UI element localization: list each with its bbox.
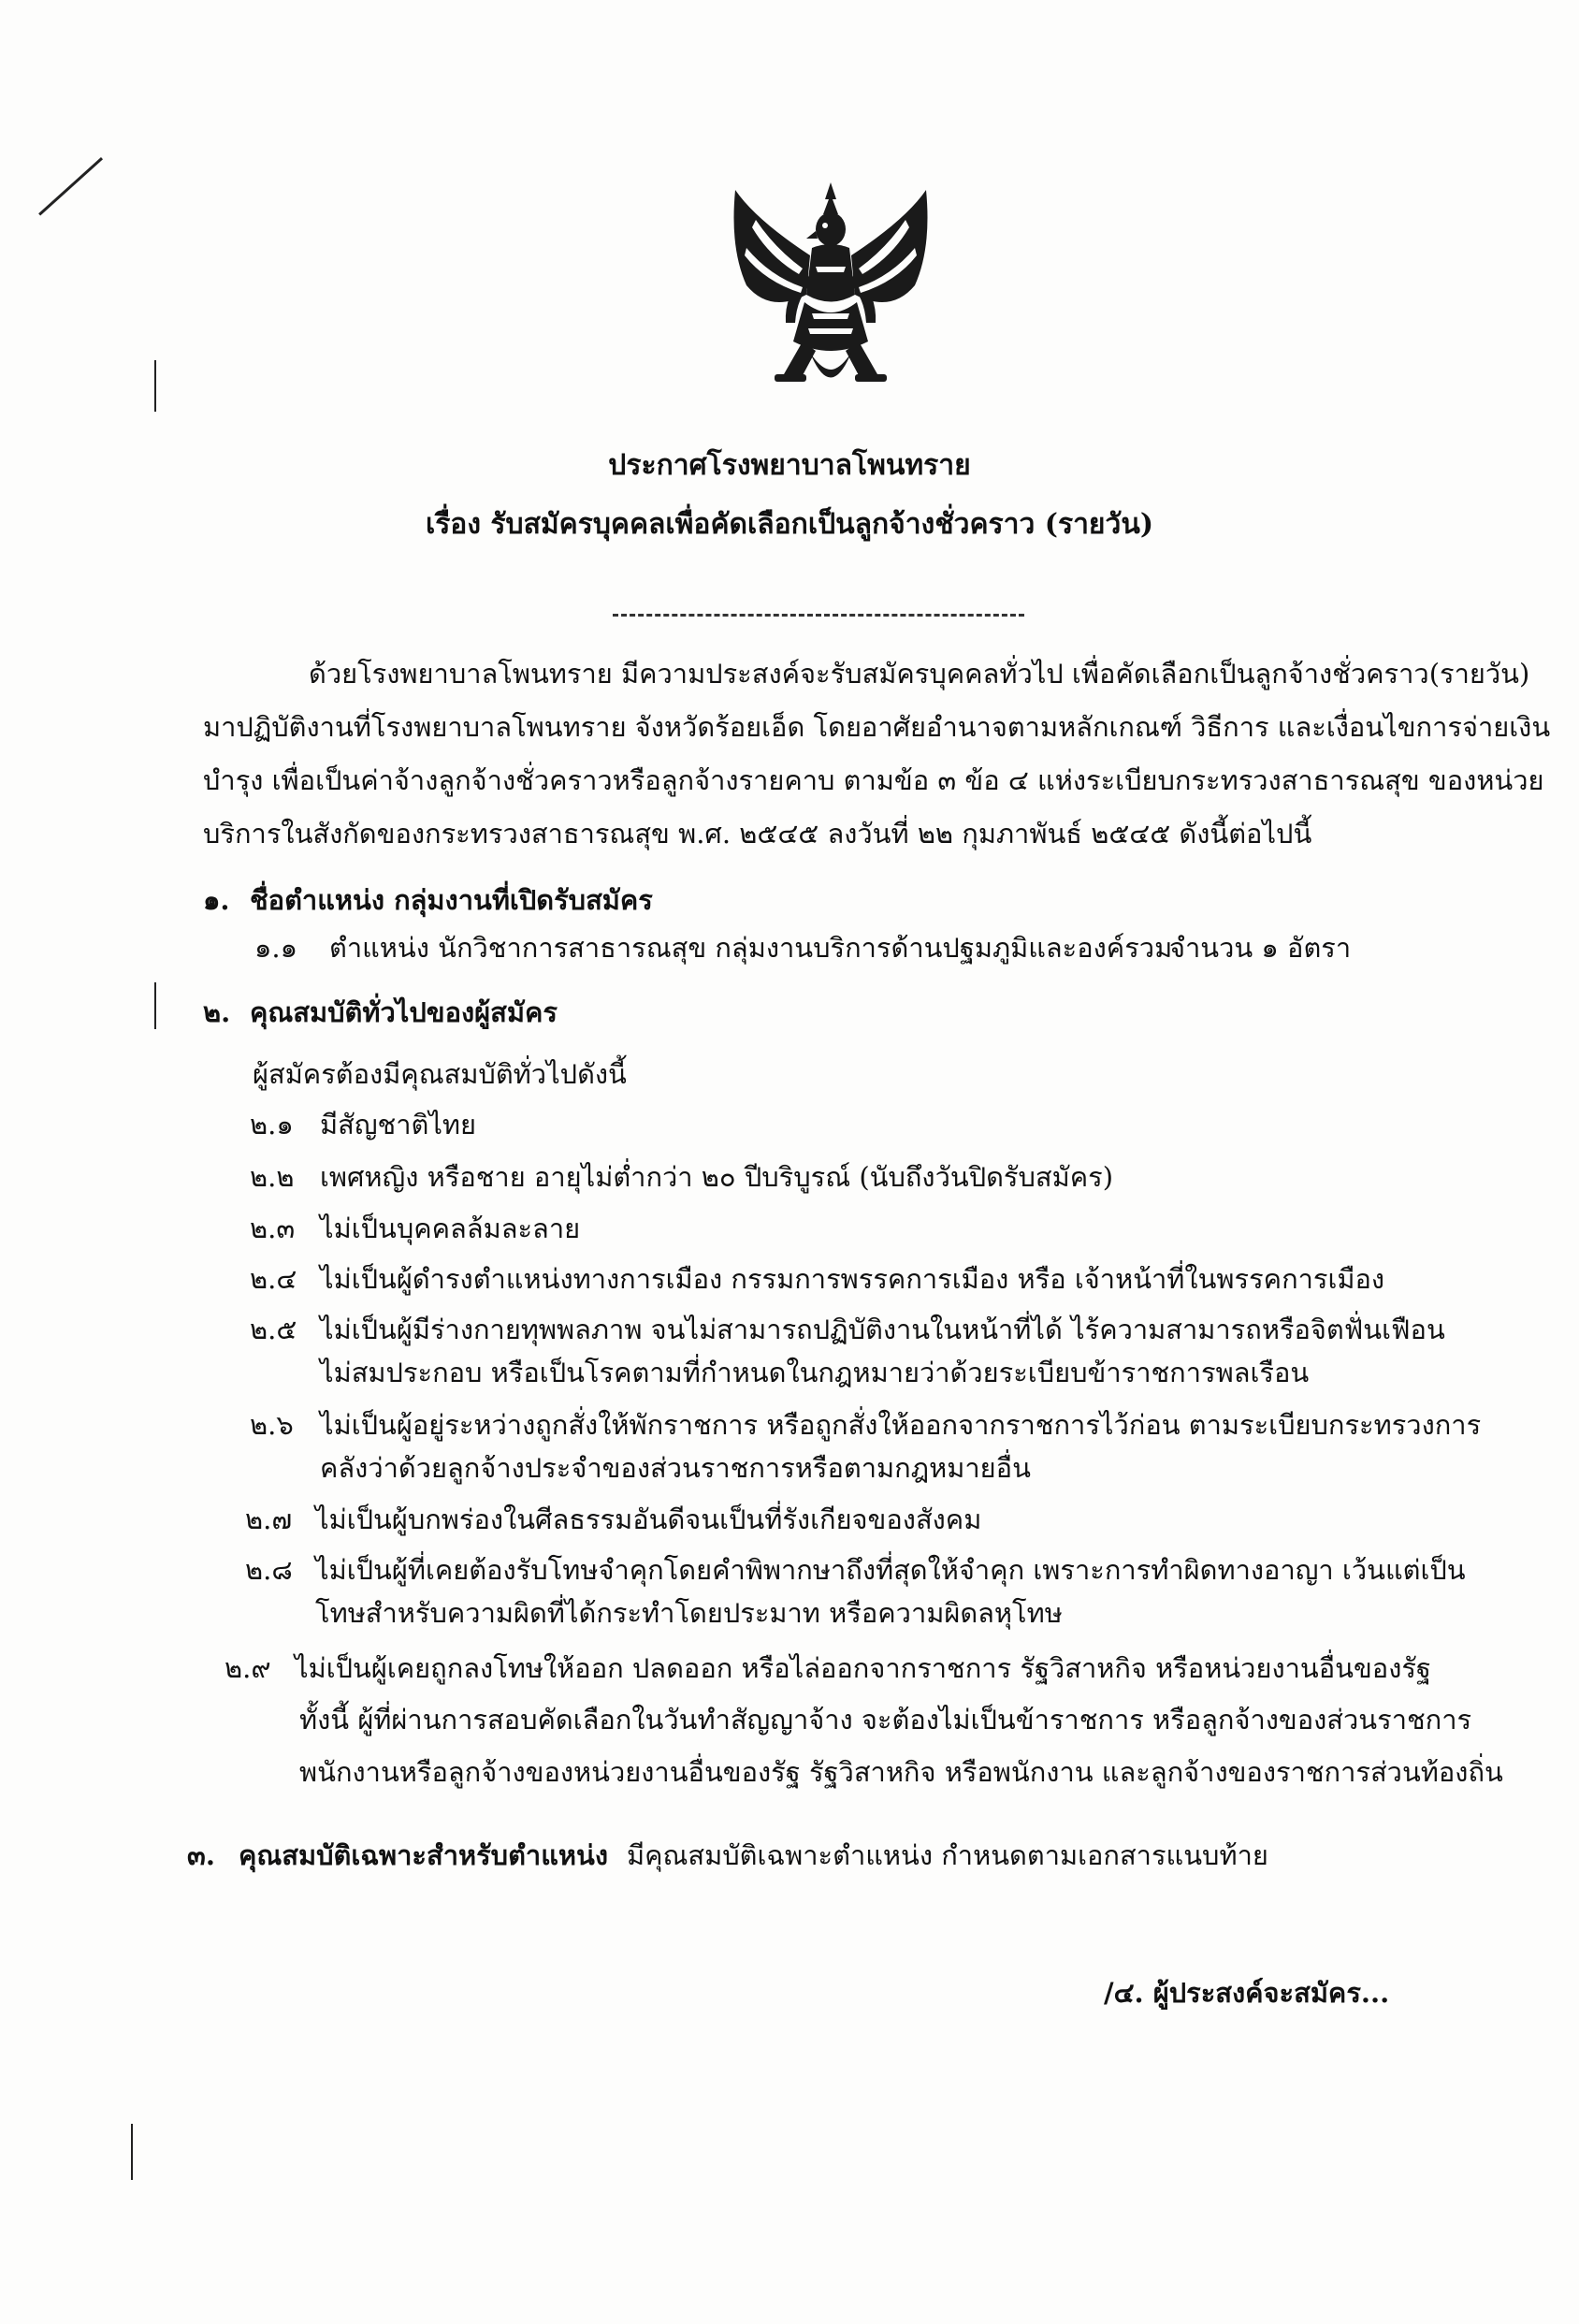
item-2-2-text: เพศหญิง หรือชาย อายุไม่ต่ำกว่า ๒๐ ปีบริบูรณ์ (นับถึงวันปิดรับสมัคร): [320, 1161, 1114, 1193]
item-2-5-text-cont: ไม่สมประกอบ หรือเป็นโรคตามที่กำหนดในกฎหมายว่าด้วยระเบียบข้าราชการพลเรือน: [320, 1357, 1310, 1388]
section-1-item-count: จำนวน ๑ อัตรา: [1169, 932, 1352, 964]
item-2-9-text: ไม่เป็นผู้เคยถูกลงโทษให้ออก ปลดออก หรือไล่ออกจากราชการ รัฐวิสาหกิจ หรือหน่วยงานอื่นของรัฐ: [295, 1652, 1431, 1684]
section-1-number: ๑.: [203, 884, 230, 916]
item-2-4-text: ไม่เป็นผู้ดำรงตำแหน่งทางการเมือง กรรมการพรรคการเมือง หรือ เจ้าหน้าที่ในพรรคการเมือง: [320, 1263, 1385, 1295]
section-2-heading: คุณสมบัติทั่วไปของผู้สมัคร: [250, 996, 558, 1028]
section-3-heading: คุณสมบัติเฉพาะสำหรับตำแหน่ง: [239, 1839, 608, 1871]
section-1-item-number: ๑.๑: [254, 932, 298, 964]
item-2-1-number: ๒.๑: [250, 1109, 294, 1140]
section-3-number: ๓.: [187, 1839, 215, 1871]
item-2-5-text: ไม่เป็นผู้มีร่างกายทุพพลภาพ จนไม่สามารถปฏิบัติงานในหน้าที่ได้ ไร้ความสามารถหรือจิตฟั่นเฟือน: [320, 1314, 1445, 1345]
section-1-heading: ชื่อตำแหน่ง กลุ่มงานที่เปิดรับสมัคร: [250, 884, 653, 916]
item-2-2-number: ๒.๒: [250, 1161, 295, 1193]
item-2-6-number: ๒.๖: [250, 1409, 294, 1441]
section-2-note-line-2: พนักงานหรือลูกจ้างของหน่วยงานอื่นของรัฐ รัฐวิสาหกิจ หรือพนักงาน และลูกจ้างของราชการส่วนท้องถิ่น: [299, 1756, 1503, 1788]
section-3-text: มีคุณสมบัติเฉพาะตำแหน่ง กำหนดตามเอกสารแนบท้าย: [627, 1839, 1268, 1871]
item-2-7-number: ๒.๗: [245, 1503, 293, 1535]
item-2-5-number: ๒.๕: [250, 1314, 297, 1345]
item-2-6-text-cont: คลังว่าด้วยลูกจ้างประจำของส่วนราชการหรือตามกฎหมายอื่น: [320, 1452, 1031, 1484]
item-2-8-text: ไม่เป็นผู้ที่เคยต้องรับโทษจำคุกโดยคำพิพากษาถึงที่สุดให้จำคุก เพราะการทำผิดทางอาญา เว้นแต่เป็น: [315, 1554, 1466, 1586]
garuda-emblem-icon: [718, 182, 943, 402]
intro-line-4: บริการในสังกัดของกระทรวงสาธารณสุข พ.ศ. ๒๕๔๕ ลงวันที่ ๒๒ กุมภาพันธ์ ๒๕๔๕ ดังนี้ต่อไปนี้: [203, 818, 1312, 850]
section-1-item-text: ตำแหน่ง นักวิชาการสาธารณสุข กลุ่มงานบริการด้านปฐมภูมิและองค์รวม: [329, 932, 1173, 964]
item-2-8-number: ๒.๘: [245, 1554, 293, 1586]
continuation-note: /๔. ผู้ประสงค์จะสมัคร...: [1104, 1977, 1390, 2009]
header-divider: [613, 614, 1024, 617]
intro-line-2: มาปฏิบัติงานที่โรงพยาบาลโพนทราย จังหวัดร้อยเอ็ด โดยอาศัยอำนาจตามหลักเกณฑ์ วิธีการ และเงื่อนไขการจ่ายเงิน: [203, 711, 1551, 743]
item-2-3-text: ไม่เป็นบุคคลล้มละลาย: [320, 1213, 581, 1244]
item-2-8-text-cont: โทษสำหรับความผิดที่ได้กระทำโดยประมาท หรือความผิดลหุโทษ: [315, 1597, 1063, 1629]
item-2-3-number: ๒.๓: [250, 1213, 296, 1244]
scan-mark-left-1: [154, 360, 156, 412]
scan-mark-diagonal: [38, 157, 103, 215]
item-2-9-number: ๒.๙: [225, 1652, 271, 1684]
section-2-note-line-1: ทั้งนี้ ผู้ที่ผ่านการสอบคัดเลือกในวันทำสัญญาจ้าง จะต้องไม่เป็นข้าราชการ หรือลูกจ้างของส่วนราชการ: [299, 1704, 1472, 1736]
scan-mark-left-2: [154, 982, 156, 1029]
section-2-number: ๒.: [203, 996, 231, 1028]
item-2-4-number: ๒.๔: [250, 1263, 297, 1295]
item-2-7-text: ไม่เป็นผู้บกพร่องในศีลธรรมอันดีจนเป็นที่รังเกียจของสังคม: [315, 1503, 982, 1535]
item-2-1-text: มีสัญชาติไทย: [320, 1109, 477, 1140]
document-subject: เรื่อง รับสมัครบุคคลเพื่อคัดเลือกเป็นลูกจ้างชั่วคราว (รายวัน): [425, 508, 1154, 541]
intro-line-3: บำรุง เพื่อเป็นค่าจ้างลูกจ้างชั่วคราวหรือลูกจ้างรายคาบ ตามข้อ ๓ ข้อ ๔ แห่งระเบียบกระทรวงสาธารณสุข ของหน่วย: [203, 764, 1544, 796]
intro-line-1: ด้วยโรงพยาบาลโพนทราย มีความประสงค์จะรับสมัครบุคคลทั่วไป เพื่อคัดเลือกเป็นลูกจ้างชั่วคราว(รายวัน): [309, 658, 1530, 690]
item-2-6-text: ไม่เป็นผู้อยู่ระหว่างถูกสั่งให้พักราชการ หรือถูกสั่งให้ออกจากราชการไว้ก่อน ตามระเบียบกระทรวงการ: [320, 1409, 1482, 1441]
scan-mark-left-3: [131, 2124, 133, 2180]
document-title: ประกาศโรงพยาบาลโพนทราย: [608, 449, 971, 482]
section-2-lead: ผู้สมัครต้องมีคุณสมบัติทั่วไปดังนี้: [253, 1058, 627, 1090]
